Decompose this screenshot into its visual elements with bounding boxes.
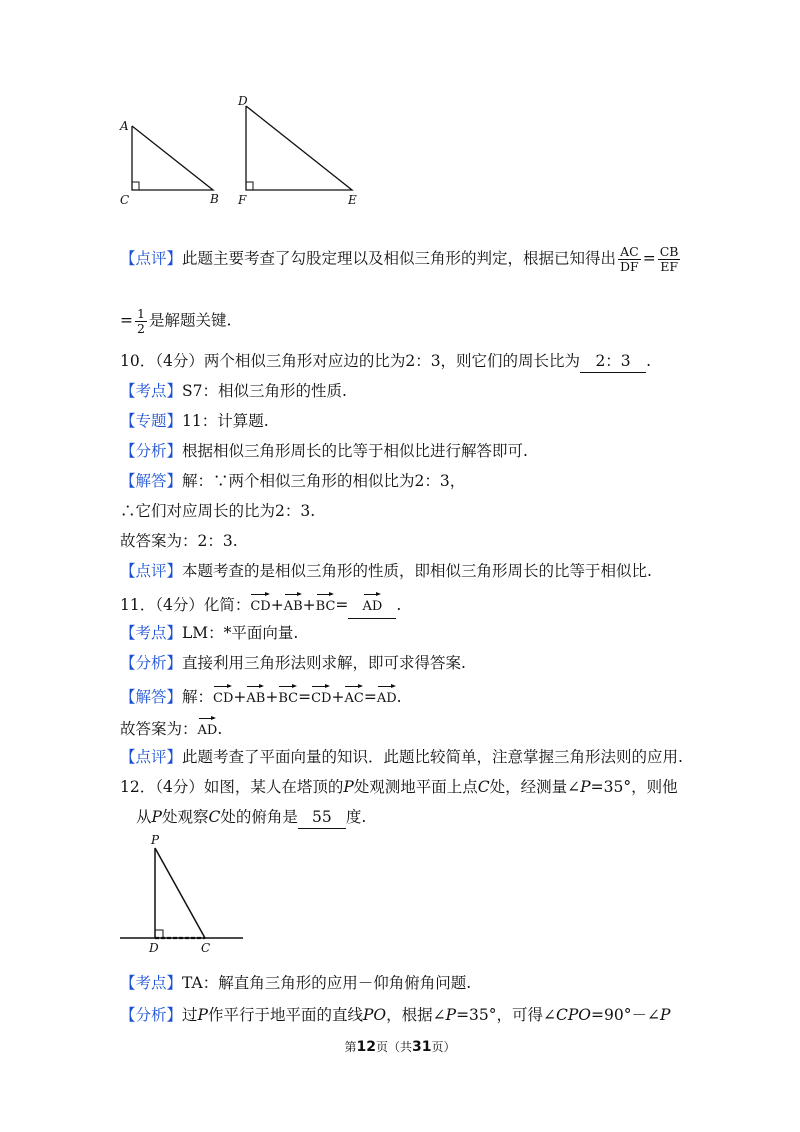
q11-dianping: 【点评】此题考查了平面向量的知识．此题比较简单，注意掌握三角形法则的应用. (120, 748, 683, 766)
label-f: F (238, 193, 247, 207)
q11-fenxi: 【分析】直接利用三角形法则求解，即可求得答案. (120, 654, 466, 672)
q12-stem-line2: 从P处观察C处的俯角是 55 度. (136, 806, 366, 829)
similar-triangles-figure (110, 90, 370, 215)
q10-answer: 2：3 (580, 350, 646, 373)
label-b: B (210, 192, 219, 206)
q10-fenxi: 【分析】根据相似三角形周长的比等于相似比进行解答即可. (120, 442, 528, 460)
q10-jieda: 【解答】解：∵两个相似三角形的相似比为2：3， (120, 472, 466, 490)
fraction-one-half: $\frac{1}{2}$ (137, 306, 145, 336)
note9-line2 (120, 307, 231, 336)
equals-sign-2: = (120, 311, 133, 330)
fraction-ac-df: $\frac{AC}{DF}$ (620, 244, 639, 274)
q11-answer-line: 故答案为：AD. (120, 714, 222, 742)
label-d: D (238, 94, 248, 108)
triangle-abc (132, 126, 213, 190)
sight-line (155, 848, 205, 938)
q12-kaodian: 【考点】TA：解直角三角形的应用－仰角俯角问题. (120, 974, 472, 992)
note9-text: 此题主要考查了勾股定理以及相似三角形的判定，根据已知得出 (182, 249, 617, 268)
vector-bc: BC (316, 590, 336, 618)
q10-zhuanti: 【专题】11：计算题. (120, 412, 269, 430)
label-a: A (120, 119, 129, 133)
triangle-def (246, 106, 352, 190)
q10-stem: 10．（4分）两个相似三角形对应边的比为2：3，则它们的周长比为 2：3 . (120, 350, 651, 373)
vector-ad: AD (363, 590, 383, 618)
tower-observation-figure (115, 830, 250, 955)
total-pages: 31 (412, 1039, 432, 1055)
page-footer: 第12页（共31页） (344, 1039, 456, 1055)
q12-answer: 55 (298, 806, 346, 829)
equals-sign: = (642, 249, 656, 268)
note9-tail: 是解题关键. (148, 311, 232, 330)
vector-cd: CD (250, 590, 270, 618)
label-c: C (201, 941, 211, 955)
q11-kaodian: 【考点】LM：*平面向量. (120, 624, 299, 642)
q12-fenxi: 【分析】过P作平行于地平面的直线PO，根据∠P=35°，可得∠CPO=90°－∠P (120, 1006, 671, 1024)
q11-answer (348, 590, 396, 619)
label-c: C (120, 193, 130, 207)
page-number: 12 (356, 1039, 376, 1055)
label-e: E (348, 193, 357, 207)
q11-stem: 11．（4分）化简：CD+AB+BC= AD . (120, 590, 401, 619)
q10-answer-line: 故答案为：2：3. (120, 532, 238, 550)
q12-stem-line1: 12．（4分）如图，某人在塔顶的P处观测地平面上点C处，经测量∠P=35°，则他 (120, 778, 678, 796)
label-d: D (149, 941, 159, 955)
note9-line1 (120, 245, 682, 274)
q10-solution-line2: ∴它们对应周长的比为2：3. (120, 502, 316, 520)
label-p: P (151, 833, 160, 847)
vector-ab: AB (284, 590, 303, 618)
dianping-tag: 【点评】 (120, 249, 183, 268)
q10-dianping: 【点评】本题考查的是相似三角形的性质，即相似三角形周长的比等于相似比. (120, 562, 652, 580)
q11-jieda: 【解答】解：CD+AB+BC=CD+AC=AD. (120, 682, 402, 710)
fraction-cb-ef: $\frac{CB}{EF}$ (659, 244, 679, 274)
q10-kaodian: 【考点】S7：相似三角形的性质. (120, 382, 347, 400)
